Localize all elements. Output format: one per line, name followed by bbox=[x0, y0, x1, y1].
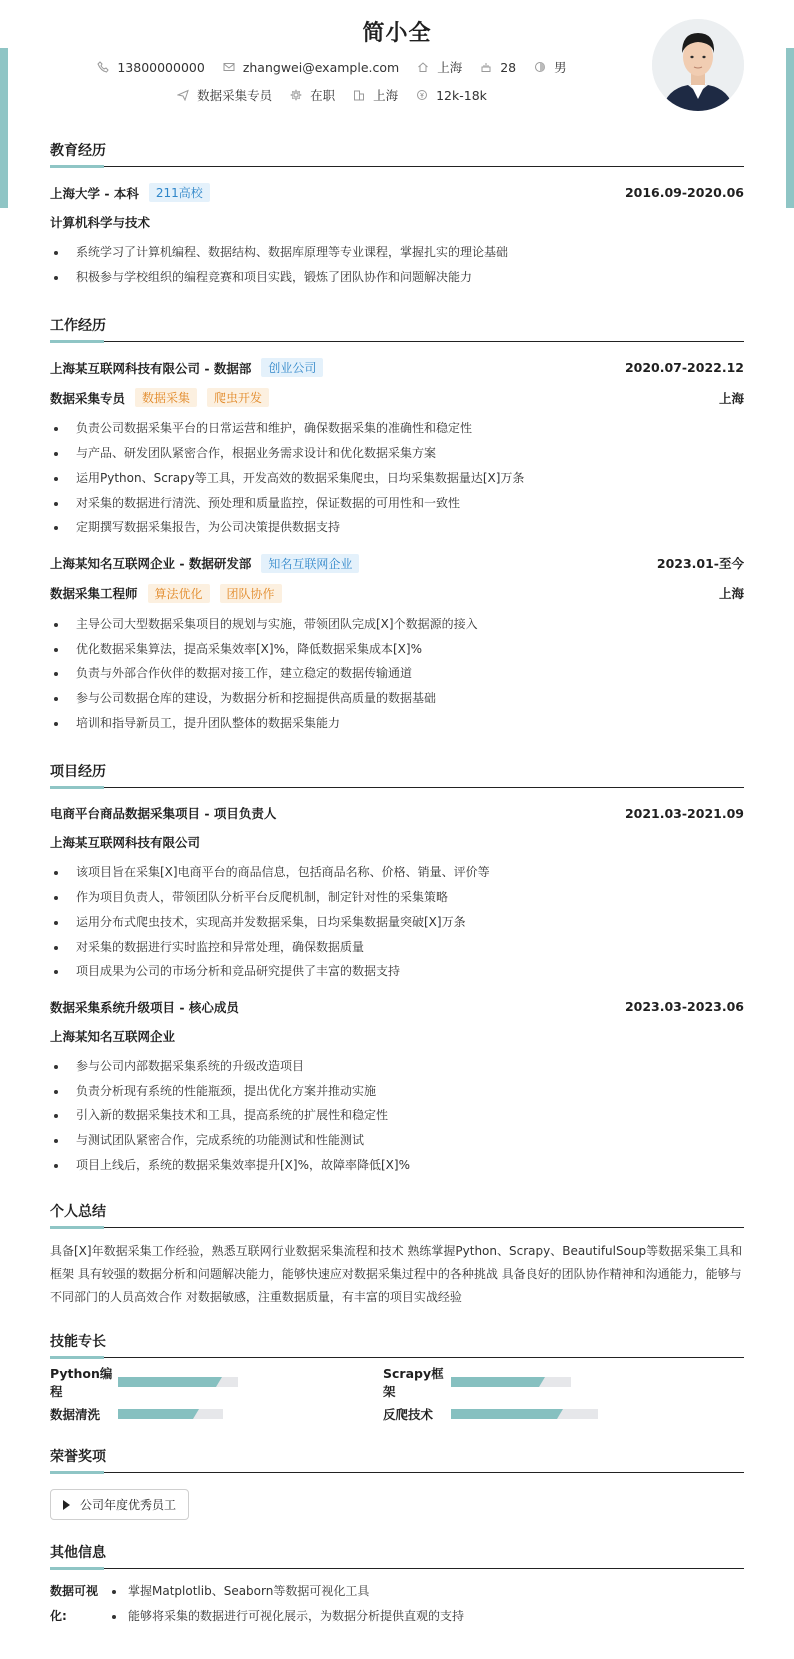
send-icon bbox=[177, 89, 189, 101]
list-item: 与测试团队紧密合作，完成系统的功能测试和性能测试 bbox=[50, 1128, 744, 1153]
work-role-line bbox=[50, 388, 744, 407]
education-bullets bbox=[50, 240, 744, 289]
salary-text: 12k-18k bbox=[436, 87, 487, 103]
building-icon bbox=[353, 89, 365, 101]
section-title-education: 教育经历 bbox=[50, 140, 744, 167]
list-item: 主导公司大型数据采集项目的规划与实施，带领团队完成[X]个数据源的接入 bbox=[50, 612, 744, 637]
work-entry-head bbox=[50, 358, 744, 377]
project-name: 数据采集系统升级项目 - 核心成员 bbox=[50, 999, 239, 1015]
list-item: 能够将采集的数据进行可视化展示，为数据分析提供直观的支持 bbox=[112, 1604, 464, 1629]
project-company-line bbox=[50, 1027, 744, 1045]
skill-item bbox=[50, 1366, 383, 1400]
work-bullets bbox=[50, 416, 744, 540]
gender-info bbox=[534, 58, 567, 76]
avatar bbox=[652, 19, 744, 111]
work-section bbox=[50, 315, 744, 735]
gender-icon bbox=[534, 61, 546, 73]
award-badge bbox=[50, 1489, 189, 1520]
project-name: 电商平台商品数据采集项目 - 项目负责人 bbox=[50, 806, 277, 822]
list-item: 项目上线后，系统的数据采集效率提升[X]%，故障率降低[X]% bbox=[50, 1153, 744, 1178]
summary-section bbox=[50, 1201, 744, 1309]
skill-bar bbox=[451, 1409, 598, 1419]
skills-grid bbox=[50, 1366, 744, 1424]
age-text: 28 bbox=[500, 59, 517, 75]
list-item: 运用分布式爬虫技术，实现高并发数据采集，日均采集数据量突破[X]万条 bbox=[50, 910, 744, 935]
email-info bbox=[223, 60, 399, 75]
section-title-skills: 技能专长 bbox=[50, 1331, 744, 1358]
phone-info bbox=[97, 60, 204, 75]
section-title-honors: 荣誉奖项 bbox=[50, 1446, 744, 1473]
other-label: 数据可视化: bbox=[50, 1584, 99, 1624]
skill-item bbox=[50, 1404, 383, 1424]
section-title-summary: 个人总结 bbox=[50, 1201, 744, 1228]
section-title-projects: 项目经历 bbox=[50, 761, 744, 788]
salary-info bbox=[416, 88, 487, 103]
list-item: 与产品、研发团队紧密合作，根据业务需求设计和优化数据采集方案 bbox=[50, 441, 744, 466]
cake-icon bbox=[480, 61, 492, 73]
role-tag: 数据采集 bbox=[135, 388, 197, 407]
city-text: 上海 bbox=[373, 88, 399, 103]
project-date: 2023.03-2023.06 bbox=[624, 999, 744, 1015]
work-entry-head bbox=[50, 554, 744, 573]
money-icon bbox=[416, 89, 428, 101]
company-tag: 知名互联网企业 bbox=[261, 554, 359, 573]
list-item: 对采集的数据进行实时监控和异常处理，确保数据质量 bbox=[50, 935, 744, 960]
projects-section bbox=[50, 761, 744, 1177]
project-company: 上海某互联网科技有限公司 bbox=[50, 835, 201, 851]
list-item: 参与公司数据仓库的建设，为数据分析和挖掘提供高质量的数据基础 bbox=[50, 686, 744, 711]
other-section bbox=[50, 1542, 744, 1628]
skill-label: Scrapy框架 bbox=[383, 1366, 444, 1400]
skill-bar-fill bbox=[118, 1377, 216, 1387]
summary-text: 具备[X]年数据采集工作经验，熟悉互联网行业数据采集流程和技术 熟练掌握Python、Scrapy、BeautifulSoup等数据采集工具和框架 具有较强的数据分析和问题解决能力，能够快速应对数据采集过程中的各种挑战 具备良好的团队协作精神和沟通能力，能够与不同部门的人员高效合作 对数据敏感，注重数据质量，有丰富的项目实战经验 bbox=[50, 1244, 743, 1305]
list-item: 优化数据采集算法，提高采集效率[X]%，降低数据采集成本[X]% bbox=[50, 637, 744, 662]
other-info-row bbox=[50, 1579, 744, 1628]
school-tag: 211高校 bbox=[149, 183, 210, 202]
work-location: 上海 bbox=[718, 586, 744, 602]
list-item: 作为项目负责人，带领团队分析平台反爬机制，制定针对性的采集策略 bbox=[50, 885, 744, 910]
resume-header bbox=[0, 0, 794, 128]
skill-bar bbox=[118, 1377, 238, 1387]
project-company: 上海某知名互联网企业 bbox=[50, 1028, 176, 1044]
company-tag: 创业公司 bbox=[261, 358, 323, 377]
award-text: 公司年度优秀员工 bbox=[80, 1498, 177, 1513]
status-info bbox=[290, 86, 335, 104]
phone-text: 13800000000 bbox=[117, 59, 205, 75]
resume-content bbox=[50, 128, 744, 1629]
project-bullets bbox=[50, 860, 744, 984]
skill-bar-fill bbox=[118, 1409, 193, 1419]
list-item: 负责与外部合作伙伴的数据对接工作，建立稳定的数据传输通道 bbox=[50, 661, 744, 686]
skill-label: 数据清洗 bbox=[50, 1407, 101, 1423]
role-name: 数据采集工程师 bbox=[50, 586, 138, 602]
list-item: 系统学习了计算机编程、数据结构、数据库原理等专业课程，掌握扎实的理论基础 bbox=[50, 240, 744, 265]
list-item: 运用Python、Scrapy等工具，开发高效的数据采集爬虫，日均采集数据量达[X]万条 bbox=[50, 466, 744, 491]
education-section bbox=[50, 140, 744, 289]
status-text: 在职 bbox=[310, 88, 336, 103]
home-icon bbox=[417, 61, 429, 73]
email-text: zhangwei@example.com bbox=[242, 59, 400, 75]
section-title-other: 其他信息 bbox=[50, 1542, 744, 1569]
work-location: 上海 bbox=[718, 390, 744, 406]
project-company-line bbox=[50, 833, 744, 851]
education-entry-head bbox=[50, 183, 744, 202]
work-date: 2020.07-2022.12 bbox=[624, 360, 744, 376]
mail-icon bbox=[223, 61, 235, 73]
company-name: 上海某互联网科技有限公司 - 数据部 bbox=[50, 360, 252, 376]
job-target-info bbox=[177, 86, 272, 104]
list-item: 定期撰写数据采集报告，为公司决策提供数据支持 bbox=[50, 515, 744, 540]
project-bullets bbox=[50, 1054, 744, 1178]
gender-text: 男 bbox=[554, 60, 567, 75]
project-date: 2021.03-2021.09 bbox=[624, 805, 744, 821]
role-tag: 爬虫开发 bbox=[207, 388, 269, 407]
list-item: 积极参与学校组织的编程竞赛和项目实践，锻炼了团队协作和问题解决能力 bbox=[50, 265, 744, 290]
education-major-line bbox=[50, 213, 744, 231]
section-title-work: 工作经历 bbox=[50, 315, 744, 342]
role-tag: 算法优化 bbox=[148, 584, 210, 603]
school-name: 上海大学 - 本科 bbox=[50, 185, 139, 201]
work-date: 2023.01-至今 bbox=[656, 556, 744, 572]
education-date: 2016.09-2020.06 bbox=[624, 185, 744, 200]
skill-bar bbox=[451, 1377, 571, 1387]
location-text: 上海 bbox=[437, 60, 463, 75]
skill-label: 反爬技术 bbox=[383, 1407, 434, 1423]
list-item: 引入新的数据采集技术和工具，提高系统的扩展性和稳定性 bbox=[50, 1103, 744, 1128]
city-info bbox=[353, 86, 398, 104]
list-item: 项目成果为公司的市场分析和竞品研究提供了丰富的数据支持 bbox=[50, 959, 744, 984]
gear-icon bbox=[290, 89, 302, 101]
company-name: 上海某知名互联网企业 - 数据研发部 bbox=[50, 556, 252, 572]
work-bullets bbox=[50, 612, 744, 736]
skill-bar-fill bbox=[451, 1377, 539, 1387]
skill-item bbox=[383, 1366, 716, 1400]
list-item: 掌握Matplotlib、Seaborn等数据可视化工具 bbox=[112, 1579, 464, 1604]
role-name: 数据采集专员 bbox=[50, 390, 126, 406]
other-bullets bbox=[112, 1579, 464, 1628]
skill-label: Python编程 bbox=[50, 1366, 113, 1400]
candidate-name: 简小全 bbox=[362, 21, 432, 46]
list-item: 该项目旨在采集[X]电商平台的商品信息，包括商品名称、价格、销量、评价等 bbox=[50, 860, 744, 885]
honors-section bbox=[50, 1446, 744, 1520]
play-icon bbox=[63, 1500, 70, 1510]
role-tag: 团队协作 bbox=[220, 584, 282, 603]
job-target-text: 数据采集专员 bbox=[197, 88, 273, 103]
major-name: 计算机科学与技术 bbox=[50, 215, 151, 230]
list-item: 负责分析现有系统的性能瓶颈，提出优化方案并推动实施 bbox=[50, 1079, 744, 1104]
project-entry-head bbox=[50, 998, 744, 1016]
list-item: 参与公司内部数据采集系统的升级改造项目 bbox=[50, 1054, 744, 1079]
age-info bbox=[480, 60, 516, 75]
skills-section bbox=[50, 1331, 744, 1424]
skill-item bbox=[383, 1404, 716, 1424]
skill-bar bbox=[118, 1409, 223, 1419]
phone-icon bbox=[97, 61, 109, 73]
skill-bar-fill bbox=[451, 1409, 557, 1419]
list-item: 负责公司数据采集平台的日常运营和维护，确保数据采集的准确性和稳定性 bbox=[50, 416, 744, 441]
project-entry-head bbox=[50, 804, 744, 822]
location-info bbox=[417, 58, 462, 76]
list-item: 培训和指导新员工，提升团队整体的数据采集能力 bbox=[50, 711, 744, 736]
list-item: 对采集的数据进行清洗、预处理和质量监控，保证数据的可用性和一致性 bbox=[50, 491, 744, 516]
work-role-line bbox=[50, 584, 744, 603]
